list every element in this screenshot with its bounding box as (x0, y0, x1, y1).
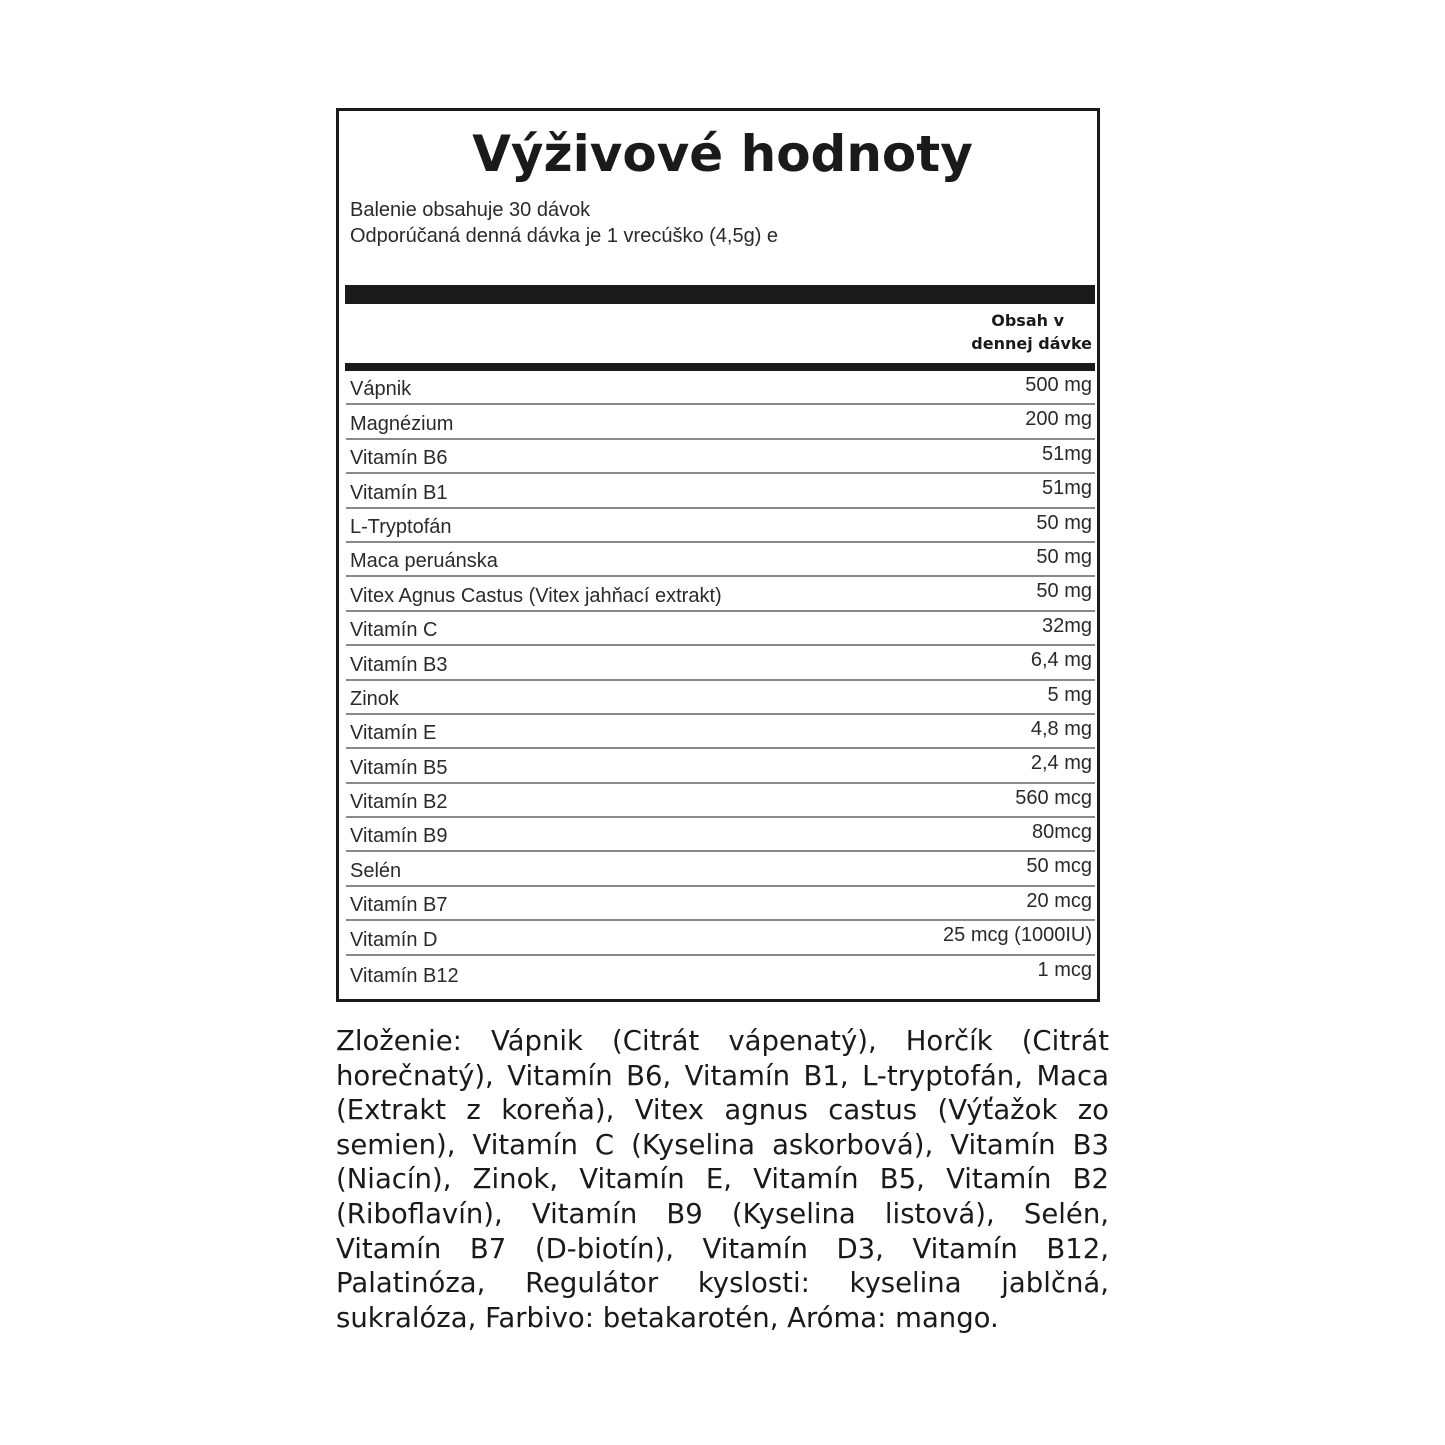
nutrient-row (346, 577, 1095, 611)
nutrient-amount: 50 mg (1036, 545, 1092, 568)
nutrient-amount: 200 mg (1025, 408, 1092, 431)
nutrient-name: Vitamín D (350, 928, 438, 951)
nutrient-row (346, 371, 1095, 405)
nutrient-name: Vápnik (350, 378, 412, 401)
nutrient-name: Vitex Agnus Castus (Vitex jahňací extrakt) (350, 584, 722, 607)
serving-info (350, 197, 778, 249)
nutrient-amount: 50 mg (1036, 580, 1092, 603)
nutrient-table (346, 371, 1095, 990)
nutrient-amount: 50 mcg (1026, 855, 1092, 878)
nutrient-row (346, 646, 1095, 680)
nutrient-amount: 1 mcg (1037, 958, 1092, 981)
nutrient-name: Vitamín B7 (350, 894, 448, 917)
column-divider-bar (345, 363, 1095, 371)
nutrient-amount: 32mg (1041, 614, 1092, 637)
nutrient-name: L-Tryptofán (350, 515, 452, 538)
header-divider-bar (345, 285, 1095, 304)
nutrient-row (346, 784, 1095, 818)
nutrient-name: Vitamín B2 (350, 791, 448, 814)
nutrient-row (346, 405, 1095, 439)
nutrient-amount: 50 mg (1036, 511, 1092, 534)
nutrient-name: Vitamín B5 (350, 756, 448, 779)
amount-column-header (940, 309, 1092, 355)
nutrient-amount: 51mg (1041, 442, 1092, 465)
nutrient-name: Zinok (350, 687, 399, 710)
nutrient-row (346, 715, 1095, 749)
nutrient-name: Vitamín B6 (350, 447, 448, 470)
nutrient-name: Magnézium (350, 412, 454, 435)
nutrient-name: Vitamín B12 (350, 965, 459, 988)
nutrient-name: Vitamín B9 (350, 825, 448, 848)
column-header-line-2: dennej dávke (971, 334, 1092, 353)
nutrient-row (346, 509, 1095, 543)
nutrient-amount: 500 mg (1025, 374, 1092, 396)
nutrient-row (346, 474, 1095, 508)
nutrient-amount: 25 mcg (1000IU) (943, 924, 1092, 947)
nutrient-amount: 2,4 mg (1030, 752, 1092, 775)
nutrient-amount: 51mg (1041, 477, 1092, 500)
nutrient-name: Vitamín C (350, 619, 438, 642)
nutrient-amount: 4,8 mg (1030, 717, 1092, 740)
nutrient-amount: 5 mg (1047, 683, 1092, 706)
nutrient-row (346, 612, 1095, 646)
nutrient-row (346, 440, 1095, 474)
serving-count: Balenie obsahuje 30 dávok (350, 199, 591, 221)
nutrient-amount: 20 mcg (1026, 889, 1092, 912)
label-title: Výživové hodnoty (472, 125, 973, 183)
nutrient-row (346, 543, 1095, 577)
nutrient-row (346, 749, 1095, 783)
column-header-line-1: Obsah v (991, 311, 1064, 330)
daily-dose: Odporúčaná denná dávka je 1 vrecúško (4,5g) e (350, 225, 779, 247)
nutrient-amount: 6,4 mg (1030, 649, 1092, 672)
nutrient-row (346, 956, 1095, 990)
nutrient-row (346, 818, 1095, 852)
nutrient-name: Maca peruánska (350, 550, 498, 573)
nutrient-row (346, 887, 1095, 921)
nutrient-name: Selén (350, 859, 402, 882)
nutrient-name: Vitamín E (350, 722, 437, 745)
nutrient-amount: 80mcg (1031, 821, 1092, 844)
nutrient-row (346, 681, 1095, 715)
ingredients-text: Zloženie: Vápnik (Citrát vápenatý), Horčík (Citrát horečnatý), Vitamín B6, Vitamín B1, L-tryptofán, Maca (Extrakt z koreňa), Vitex agnus castus (Výťažok zo semien), Vitamín C (Kyselina askorbová), Vitamín B3 (Niacín), Zinok, Vitamín E, Vitamín B5, Vitamín B2 (Riboflavín), Vitamín B9 (Kyselina listová), Selén, Vitamín B7 (D-biotín), Vitamín D3, Vitamín B12, Palatinóza, Regulátor kyslosti: kyselina jablčná, sukralóza, Farbivo: betakarotén, Aróma: mango. (336, 1025, 1109, 1334)
nutrient-row (346, 852, 1095, 886)
nutrient-name: Vitamín B3 (350, 653, 448, 676)
nutrient-row (346, 921, 1095, 955)
nutrient-amount: 560 mcg (1015, 786, 1092, 809)
nutrient-name: Vitamín B1 (350, 481, 448, 504)
